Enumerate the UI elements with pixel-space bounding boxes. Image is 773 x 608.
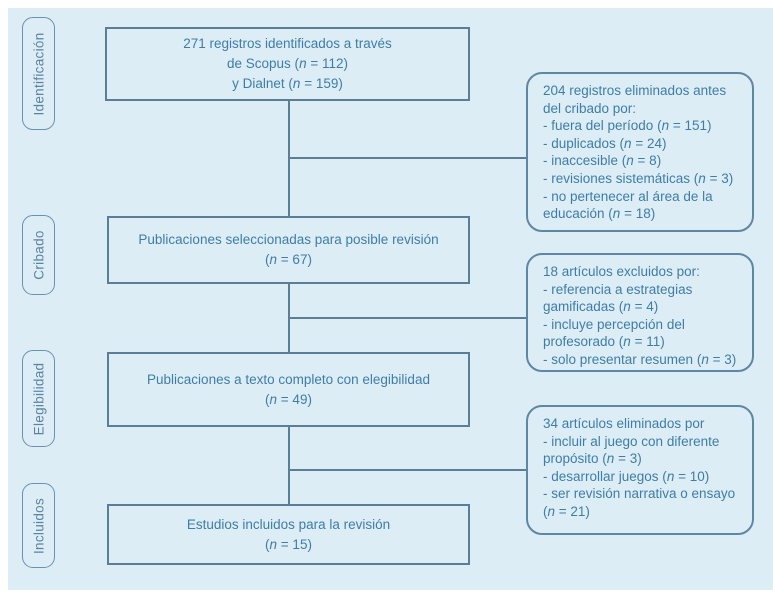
stage-label-text: Incluidos (31, 497, 46, 554)
stage-label-text: Elegibilidad (31, 362, 46, 435)
connector-vertical-eligibility-to-included (288, 426, 290, 505)
connector-branch-to-excluded-3 (290, 469, 527, 471)
box-studies-included: Estudios incluidos para la revisión (n = 15) (107, 504, 470, 565)
box-records-identified: 271 registros identificados a través de Scopus (n = 112) y Dialnet (n = 159) (105, 27, 470, 101)
stage-label-identificacion (22, 17, 55, 130)
stage-label-incluidos (22, 483, 55, 568)
sidebox-articles-eliminated: 34 artículos eliminados por - incluir al juego con diferente propósito (n = 3) - desarrollar juegos (n = 10) - ser revisión narrativa o ensayo (n = 21) (526, 405, 754, 535)
stage-label-cribado (22, 215, 55, 295)
connector-branch-to-excluded-1 (290, 157, 527, 159)
box-fulltext-eligibility: Publicaciones a texto completo con elegibilidad (n = 49) (107, 352, 470, 427)
connector-branch-to-excluded-2 (290, 317, 527, 319)
sidebox-records-removed-before-screening: 204 registros eliminados antes del cribado por: - fuera del período (n = 151) - duplicados (n = 24) - inaccesible (n = 8) - revisiones sistemáticas (n = 3) - no pertenecer al área de la educación (n = 18) (526, 72, 754, 232)
stage-label-elegibilidad (22, 350, 55, 447)
stage-label-text: Cribado (31, 230, 46, 280)
box-records-screened: Publicaciones seleccionadas para posible revisión (n = 67) (107, 216, 470, 284)
stage-label-text: Identificación (31, 32, 46, 115)
sidebox-articles-excluded: 18 artículos excluidos por: - referencia a estrategias gamificadas (n = 4) - incluye percepción del profesorado (n = 11) - solo presentar resumen (n = 3) (526, 253, 754, 372)
